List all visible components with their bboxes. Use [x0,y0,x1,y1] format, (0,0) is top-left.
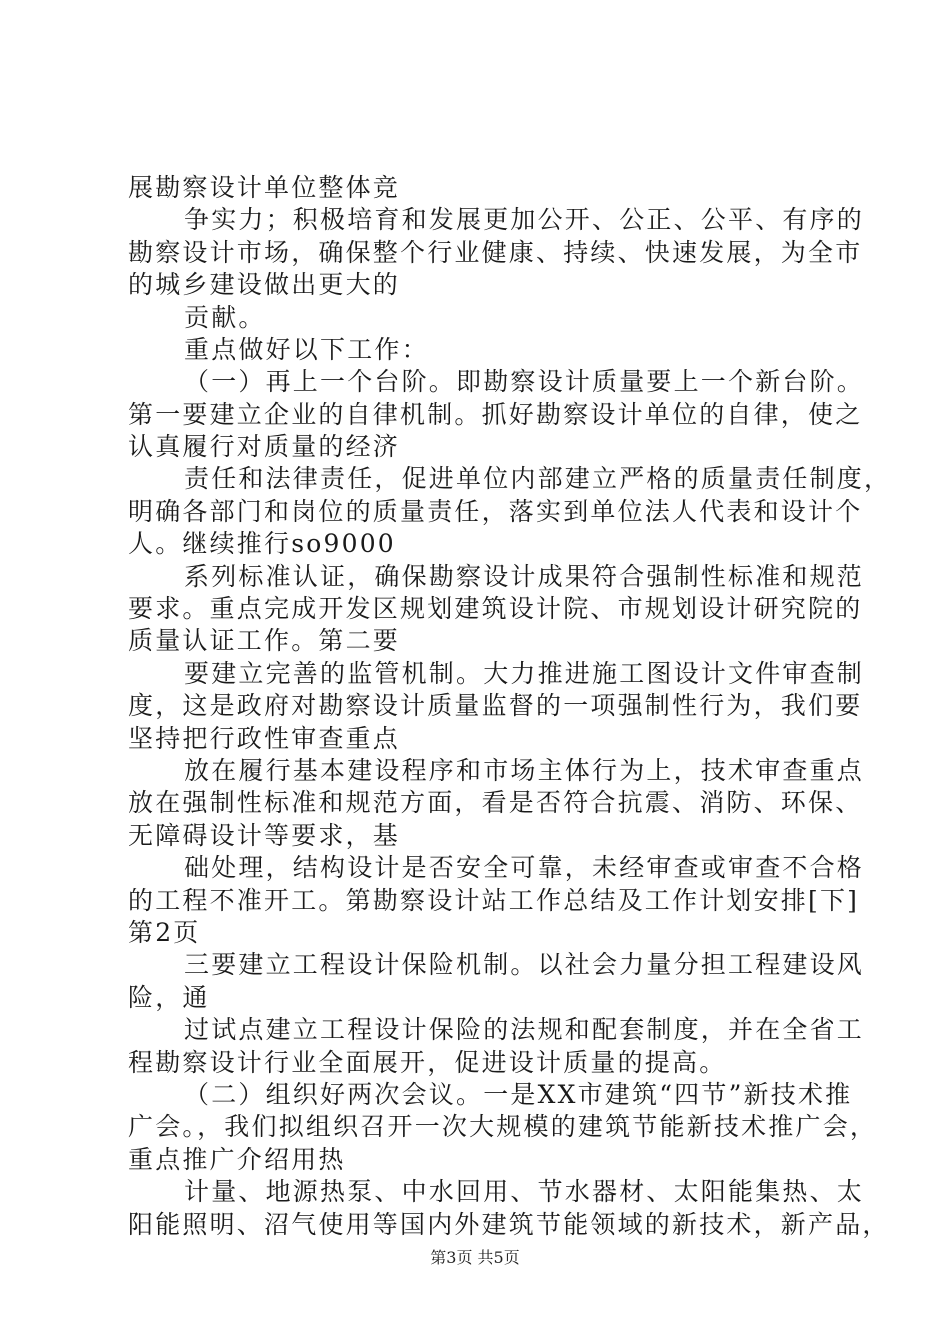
text-line: 过试点建立工程设计保险的法规和配套制度，并在全省工 [184,1015,865,1044]
text-line: 贡献。 [184,303,266,332]
text-line: 阳能照明、沼气使用等国内外建筑节能领域的新技术，新产品， [128,1210,890,1239]
text-line: 的城乡建设做出更大的 [128,270,401,299]
text-line: 要求。重点完成开发区规划建筑设计院、市规划设计研究院的 [128,594,863,623]
text-line: 的工程不准开工。第勘察设计站工作总结及工作计划安排[下] [128,886,860,915]
page-number: 第3页 共5页 [430,1248,520,1267]
text-line: 放在强制性标准和规范方面，看是否符合抗震、消防、环保、 [128,788,863,817]
text-line: 勘察设计市场，确保整个行业健康、持续、快速发展，为全市 [128,238,863,267]
text-line: 争实力；积极培育和发展更加公开、公正、公平、有序的 [184,205,865,234]
text-line: （一）再上一个台阶。即勘察设计质量要上一个新台阶。 [184,367,865,396]
text-line: 人。继续推行so9000 [128,529,396,558]
text-line: 程勘察设计行业全面展开，促进设计质量的提高。 [128,1048,727,1077]
text-line: 放在履行基本建设程序和市场主体行为上，技术审查重点 [184,756,865,785]
text-line: 坚持把行政性审查重点 [128,724,401,753]
text-line: 认真履行对质量的经济 [128,432,401,461]
text-line: 础处理，结构设计是否安全可靠，未经审查或审查不合格 [184,853,865,882]
text-line: 明确各部门和岗位的质量责任，落实到单位法人代表和设计个 [128,497,863,526]
text-line: 计量、地源热泵、中水回用、节水器材、太阳能集热、太 [184,1177,865,1206]
text-line: 险，通 [128,983,210,1012]
text-line: 质量认证工作。第二要 [128,626,401,655]
text-line: 要建立完善的监管机制。大力推进施工图设计文件审查制 [184,659,865,688]
text-line: 责任和法律责任，促进单位内部建立严格的质量责任制度， [184,464,892,493]
text-line: 第2页 [128,918,201,947]
text-line: 系列标准认证，确保勘察设计成果符合强制性标准和规范 [184,562,865,591]
text-line: 度，这是政府对勘察设计质量监督的一项强制性行为，我们要 [128,691,863,720]
text-line: 三要建立工程设计保险机制。以社会力量分担工程建设风 [184,950,865,979]
text-line: 第一要建立企业的自律机制。抓好勘察设计单位的自律，使之 [128,400,863,429]
text-line: 广会。，我们拟组织召开一次大规模的建筑节能新技术推广会， [128,1112,878,1141]
text-line: 无障碍设计等要求，基 [128,821,401,850]
text-line: （二）组织好两次会议。一是XX市建筑“四节”新技术推 [184,1080,853,1109]
text-line: 重点推广介绍用热 [128,1145,346,1174]
text-line: 展勘察设计单位整体竞 [128,173,401,202]
text-line: 重点做好以下工作： [184,335,429,364]
